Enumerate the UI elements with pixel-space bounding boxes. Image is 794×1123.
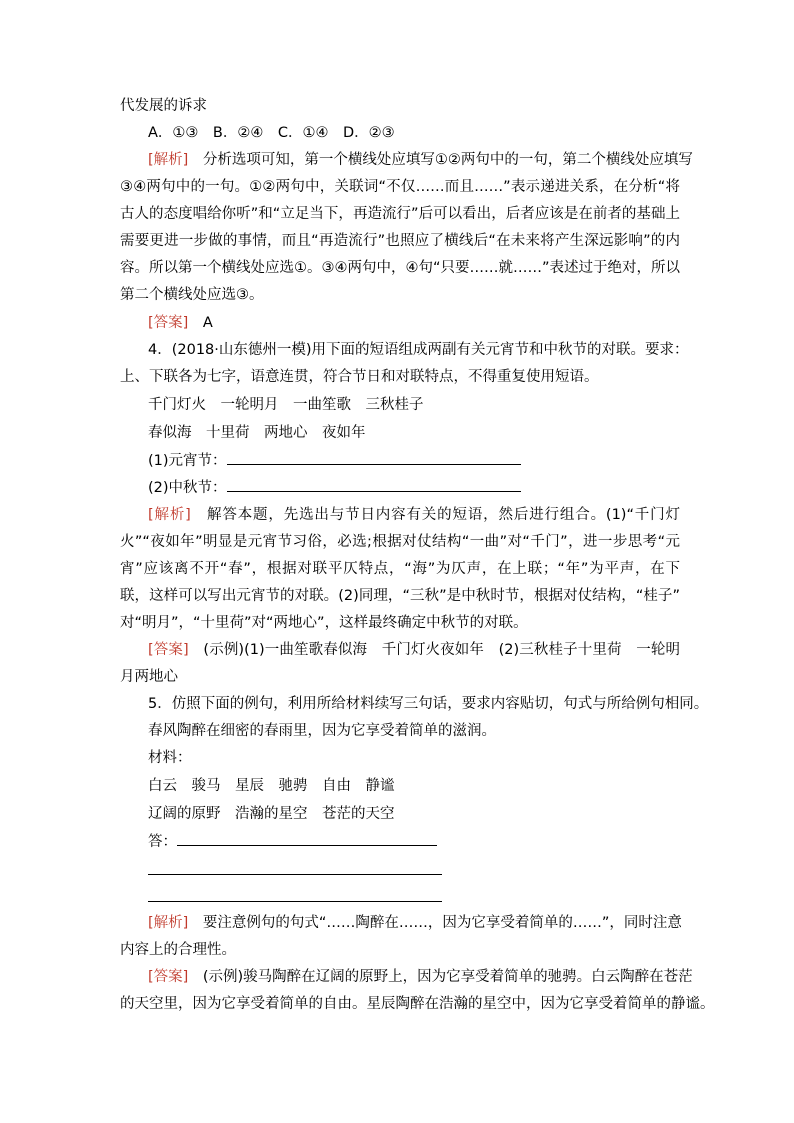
q3-answer: [答案] A	[148, 315, 213, 331]
q5-analysis-line-1: [解析] 要注意例句的句式“……陶醉在……，因为它享受着简单的……”，同时注意	[148, 915, 682, 931]
q3-analysis-line-5: 容。所以第一个横线处应选①。③④两句中，④句“只要……就……”表述过于绝对，所以	[120, 260, 681, 276]
answer-tag: [答案]	[148, 969, 189, 985]
q3-analysis-line-1: [解析] 分析选项可知，第一个横线处应填写①②两句中的一句，第二个横线处应填写	[148, 152, 693, 168]
q4-analysis-line-4: 联，这样可以写出元宵节的对联。(2)同理，“三秋”是中秋时节，根据对仗结构，“桂子”	[120, 588, 680, 604]
answer-tag: [答案]	[148, 642, 189, 658]
q5-answer-line-1: [答案] (示例)骏马陶醉在辽阔的原野上，因为它享受着简单的驰骋。白云陶醉在苍茫	[148, 969, 693, 985]
q5-material-2: 辽阔的原野 浩瀚的星空 苍茫的天空	[148, 806, 395, 822]
q5-analysis-line-2: 内容上的合理性。	[120, 942, 236, 958]
q5-example: 春风陶醉在细密的春雨里，因为它享受着简单的滋润。	[148, 723, 496, 739]
q5-answer-blank-line-1: 答：	[148, 831, 437, 852]
q4-analysis-line-3: 宵”应该离不开“春”，根据对联平仄特点，“海”为仄声，在上联；“年”为平声，在下	[120, 561, 680, 577]
answer-blank-3[interactable]	[177, 831, 437, 846]
answer-blank-2[interactable]	[227, 477, 521, 492]
q4-answer-line-2: 月两地心	[120, 669, 178, 685]
q4-phrases-2: 春似海 十里荷 两地心 夜如年	[148, 425, 366, 441]
q4-stem-line-1: 4．(2018·山东德州一模)用下面的短语组成两副有关元宵节和中秋节的对联。要求：	[148, 342, 689, 358]
q4-answer-line-1: [答案] (示例)(1)一曲笙歌春似海 千门灯火夜如年 (2)三秋桂子十里荷 一轮明	[148, 642, 680, 658]
q4-analysis-line-2: 火”“夜如年”明显是元宵节习俗，必选;根据对仗结构“一曲”对“千门”，进一步思考“元	[120, 534, 680, 550]
q4-blank-1: (1)元宵节：	[148, 450, 521, 471]
q4-stem-line-2: 上、下联各为七字，语意连贯，符合节日和对联特点，不得重复使用短语。	[120, 369, 599, 385]
q3-analysis-line-4: 需要更进一步做的事情，而且“再造流行”也照应了横线后“在未来将产生深远影响”的内	[120, 233, 680, 249]
analysis-tag: [解析]	[148, 507, 191, 523]
answer-blank-1[interactable]	[227, 450, 521, 465]
q5-stem: 5．仿照下面的例句，利用所给材料续写三句话，要求内容贴切，句式与所给例句相同。	[148, 696, 709, 712]
q4-analysis-line-1: [解析] 解答本题，先选出与节日内容有关的短语，然后进行组合。(1)“千门灯	[148, 507, 680, 523]
q4-analysis-line-5: 对“明月”，“十里荷”对“两地心”，这样最终确定中秋节的对联。	[120, 615, 528, 631]
analysis-tag: [解析]	[148, 152, 189, 168]
q3-stem-tail: 代发展的诉求	[120, 98, 207, 114]
answer-blank-4[interactable]	[148, 874, 442, 875]
q3-analysis-line-3: 古人的态度唱给你听”和“立足当下，再造流行”后可以看出，后者应该是在前者的基础上	[120, 206, 680, 222]
q5-answer-line-2: 的天空里，因为它享受着简单的自由。星辰陶醉在浩瀚的星空中，因为它享受着简单的静谧。	[120, 996, 715, 1012]
q3-analysis-line-2: ③④两句中的一句。①②两句中，关联词“不仅……而且……”表示递进关系，在分析“将	[120, 179, 680, 195]
q5-material-label: 材料：	[148, 750, 192, 766]
q3-analysis-line-6: 第二个横线处应选③。	[120, 287, 264, 303]
analysis-tag: [解析]	[148, 915, 189, 931]
q3-options: A．①③ B．②④ C．①④ D．②③	[148, 125, 395, 141]
answer-blank-5[interactable]	[148, 901, 442, 902]
q5-material-1: 白云 骏马 星辰 驰骋 自由 静谧	[148, 778, 395, 794]
q4-blank-2: (2)中秋节：	[148, 477, 521, 498]
q4-phrases-1: 千门灯火 一轮明月 一曲笙歌 三秋桂子	[148, 397, 424, 413]
answer-tag: [答案]	[148, 315, 189, 331]
